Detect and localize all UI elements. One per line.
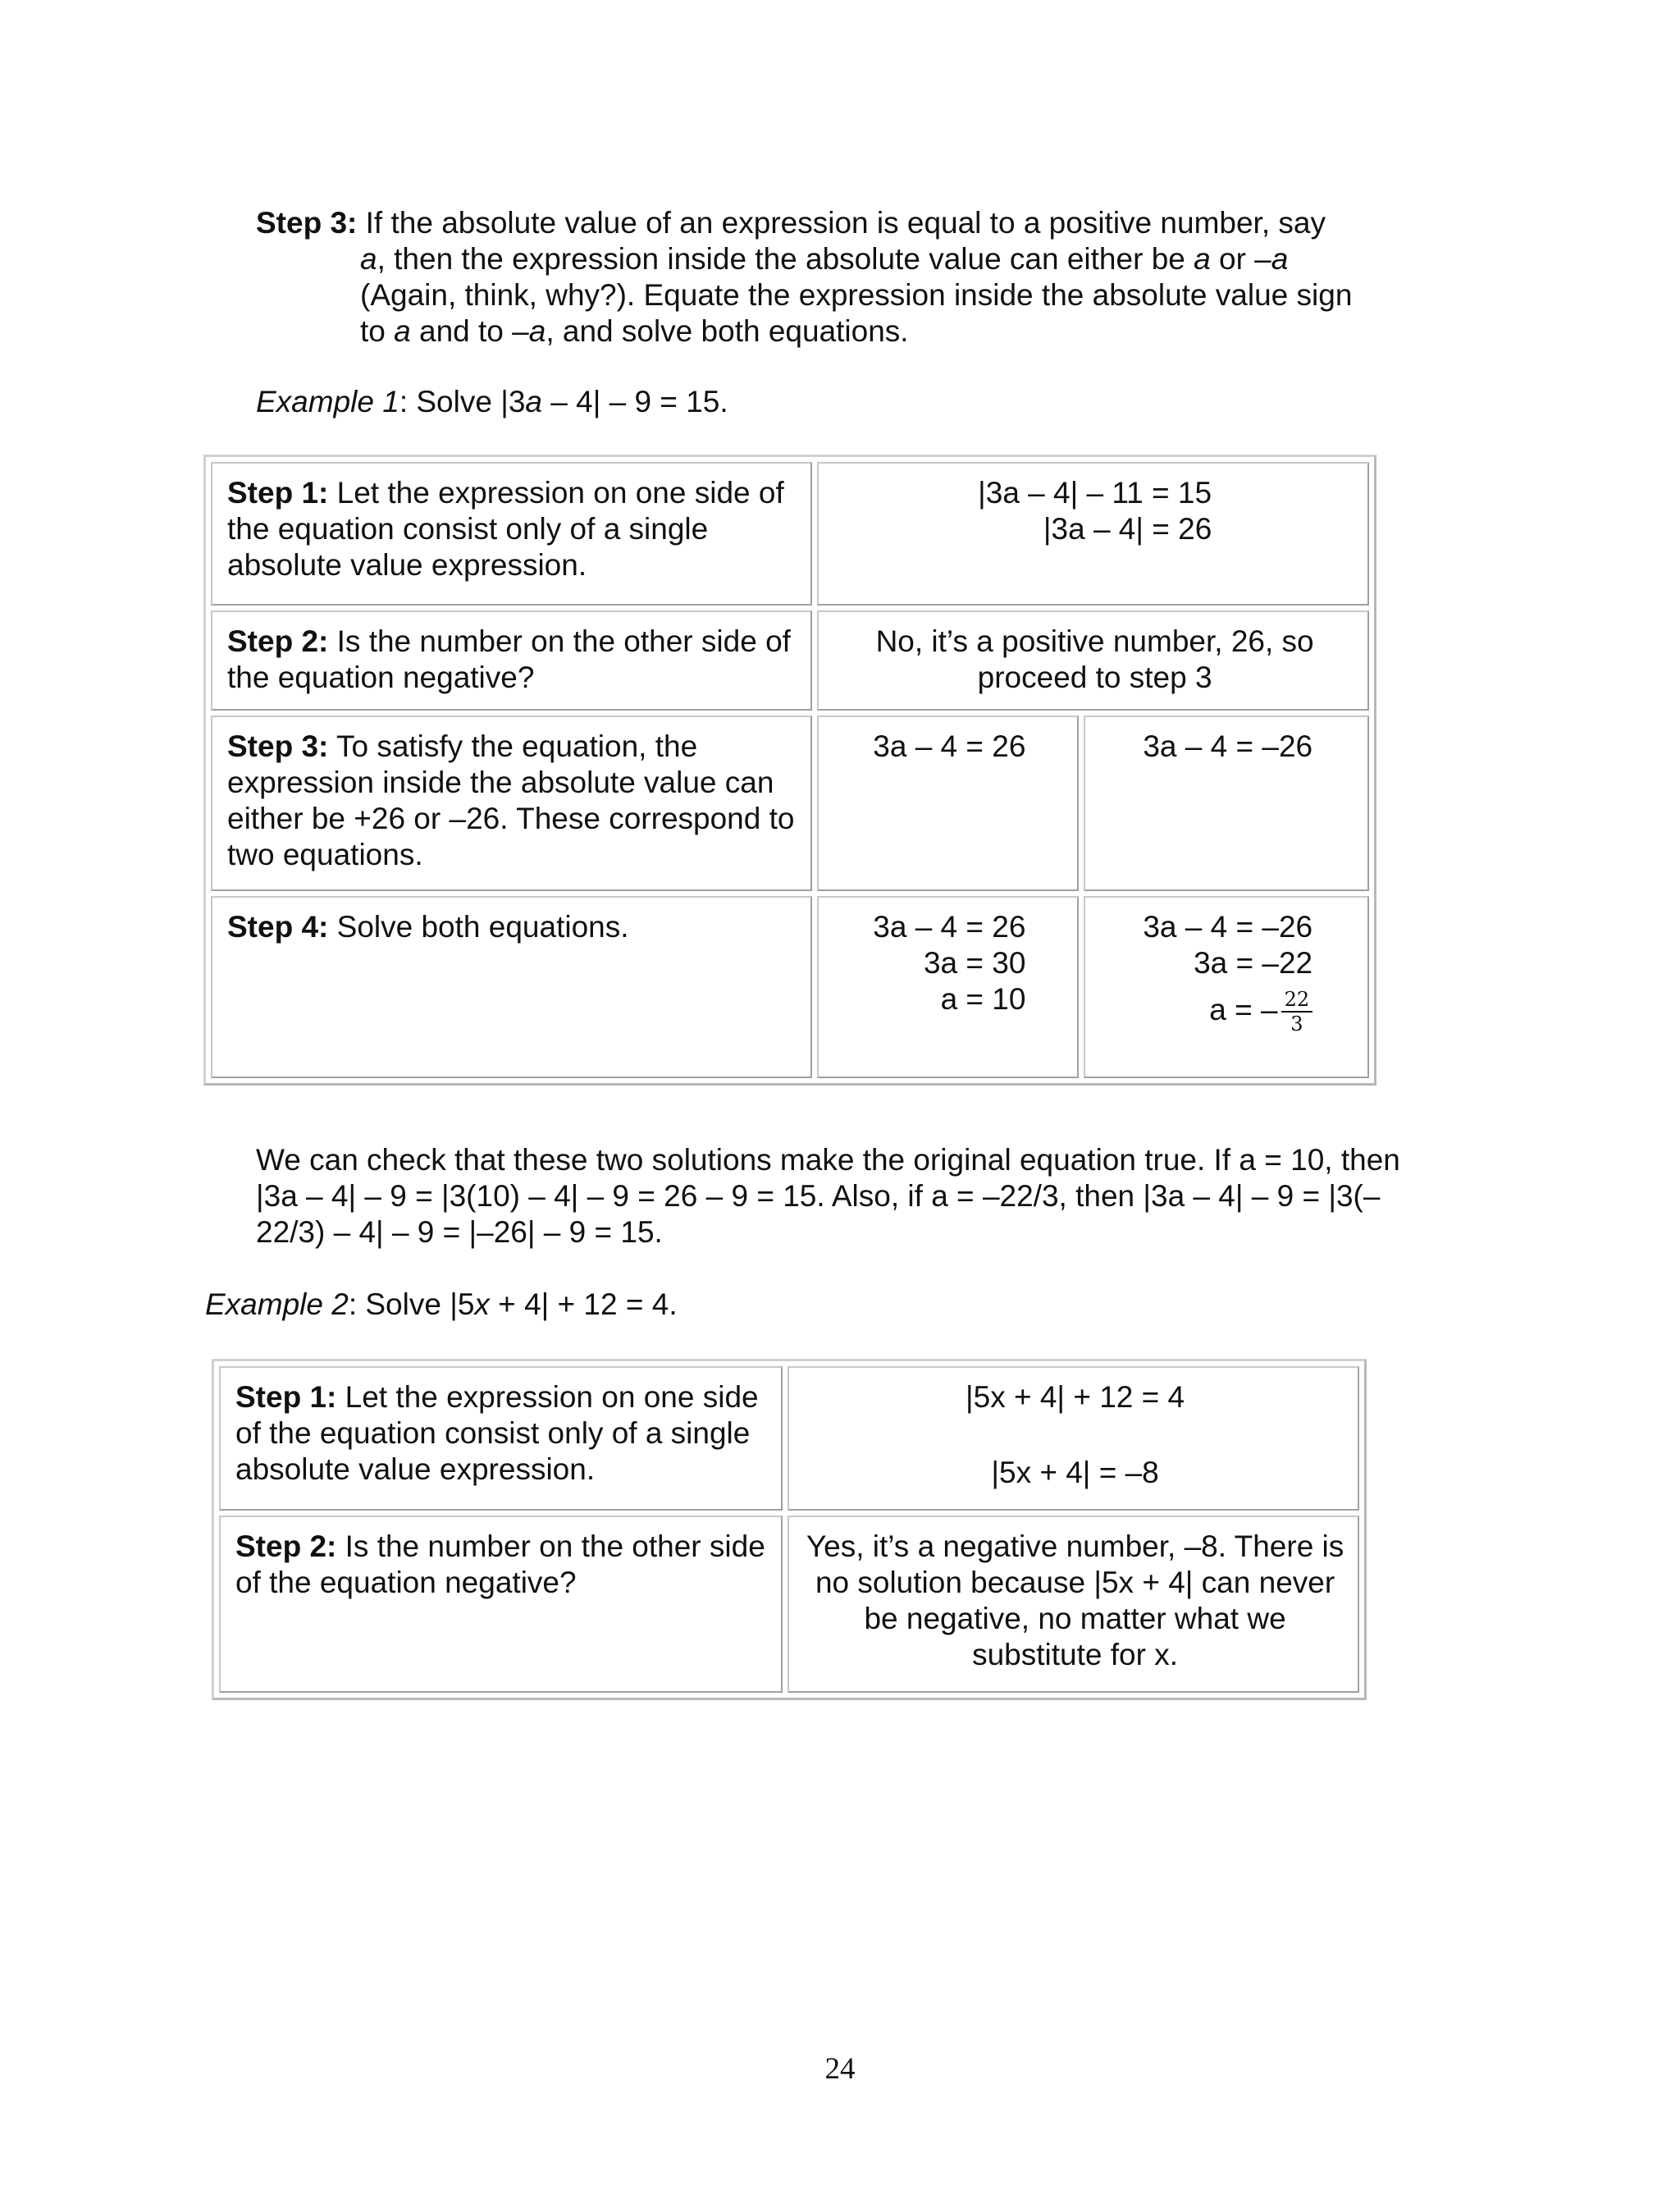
intro-step-label: Step 3: (256, 206, 358, 240)
step-work-cell (788, 1366, 1359, 1511)
text-span: and to – (410, 314, 529, 348)
step-description-cell (219, 1516, 783, 1693)
step-work-cell-right (1084, 716, 1370, 891)
var-a: a (1194, 242, 1211, 276)
step-text: Let the expression on one side of the equation consist only of a single absolute value expression. (227, 476, 784, 582)
step-text: Let the expression on one side of the equation consist only of a single absolute value expression. (235, 1380, 759, 1486)
step-description-cell (219, 1366, 783, 1511)
equation-line: |3a – 4| – 11 = 15 (978, 476, 1212, 510)
example1-heading (256, 384, 728, 420)
text-span: , and solve both equations. (546, 314, 909, 348)
intro-step-line3: (Again, think, why?). Equate the expression inside the absolute value sign (360, 278, 1353, 312)
step-label: Step 1: (227, 476, 329, 510)
fraction-numerator: 22 (1281, 988, 1313, 1013)
step-label: Step 4: (227, 910, 329, 944)
table-row (219, 1366, 1359, 1511)
text-span: , then the expression inside the absolute value can either be (377, 242, 1194, 276)
page-number: 24 (824, 2052, 856, 2086)
equation-line: |5x + 4| + 12 = 4 (966, 1380, 1185, 1414)
step-answer: No, it’s a positive number, 26, so proceed to step 3 (875, 624, 1314, 694)
step-text: To satisfy the equation, the expression inside the absolute value can either be +26 or –26. These correspond to two equations. (227, 729, 795, 871)
step-work-cell (817, 462, 1369, 606)
table-row (211, 462, 1369, 606)
table-row (211, 896, 1369, 1078)
step-label: Step 2: (235, 1529, 337, 1563)
table-row (219, 1516, 1359, 1693)
text-span: – 4| – 9 = 15. (541, 385, 728, 418)
step-label: Step 3: (227, 729, 329, 763)
fraction-denominator: 3 (1290, 1013, 1303, 1036)
step-description-cell (211, 716, 812, 891)
example1-steps-table (203, 455, 1376, 1086)
equation-line: 3a = –22 (1194, 946, 1313, 980)
example-label: Example 2 (205, 1287, 349, 1321)
equation-line: 3a – 4 = 26 (873, 910, 1026, 944)
step-text: Solve both equations. (328, 910, 629, 944)
intro-step-line1: If the absolute value of an expression is equal to a positive number, say (357, 206, 1326, 240)
equation-line: |5x + 4| = –8 (991, 1456, 1159, 1489)
text-span: : Solve |5 (348, 1287, 475, 1321)
step-work-cell (817, 610, 1369, 711)
step-description-cell (211, 896, 812, 1078)
equation-line: a = 10 (940, 982, 1026, 1016)
var-a: a (360, 242, 377, 276)
check-paragraph: We can check that these two solutions make the original equation true. If a = 10, then |3a – 4| – 9 = |3(10) – 4| – 9 = 26 – 9 = 15. Also, if a = –22/3, then |3a – 4| – 9 = |3(–22/3) – 4| – 9 = |–26| – 9 = 15. (256, 1143, 1400, 1249)
var-a: a (525, 385, 542, 418)
table-row (211, 610, 1369, 711)
example-label: Example 1 (256, 385, 399, 418)
step-text: Is the number on the other side of the equation negative? (235, 1529, 765, 1599)
fraction (1281, 988, 1313, 1036)
step-work-cell-left (817, 716, 1078, 891)
step-label: Step 2: (227, 624, 329, 658)
example2-heading (205, 1287, 678, 1323)
table-row (211, 716, 1369, 891)
text-span: or – (1210, 242, 1271, 276)
equation-line: 3a – 4 = –26 (1143, 910, 1313, 944)
text-span: : Solve |3 (399, 385, 526, 418)
var-a: a (528, 314, 546, 348)
equation-line: 3a – 4 = –26 (1143, 729, 1313, 763)
var-a: a (1271, 242, 1289, 276)
step-work-cell (788, 1516, 1359, 1693)
intro-step-line4 (256, 313, 1413, 350)
equation-line: |3a – 4| = 26 (1043, 512, 1212, 546)
step-work-cell-right (1084, 896, 1370, 1078)
step-answer: Yes, it’s a negative number, –8. There is no solution because |5x + 4| can never be negative, no matter what we substitute for x. (806, 1529, 1344, 1671)
text-span: + 4| + 12 = 4. (489, 1287, 678, 1321)
step-text: Is the number on the other side of the equation negative? (227, 624, 791, 694)
var-x: x (474, 1287, 490, 1321)
var-a: a (394, 314, 411, 348)
step-work-cell-left (817, 896, 1078, 1078)
step-label: Step 1: (235, 1380, 337, 1414)
intro-step-line2 (256, 241, 1413, 277)
solution-block (873, 909, 1025, 1017)
equation-line: 3a – 4 = 26 (873, 729, 1026, 763)
example2-steps-table (212, 1359, 1367, 1700)
step-description-cell (211, 610, 812, 711)
solution-block (1143, 909, 1312, 1036)
equation-line: 3a = 30 (923, 946, 1026, 980)
equation-line-fraction (1143, 988, 1312, 1036)
step-description-cell (211, 462, 812, 606)
equation-prefix: a = – (1209, 992, 1278, 1026)
text-span: to (360, 314, 395, 348)
intro-step-paragraph (256, 205, 1413, 350)
